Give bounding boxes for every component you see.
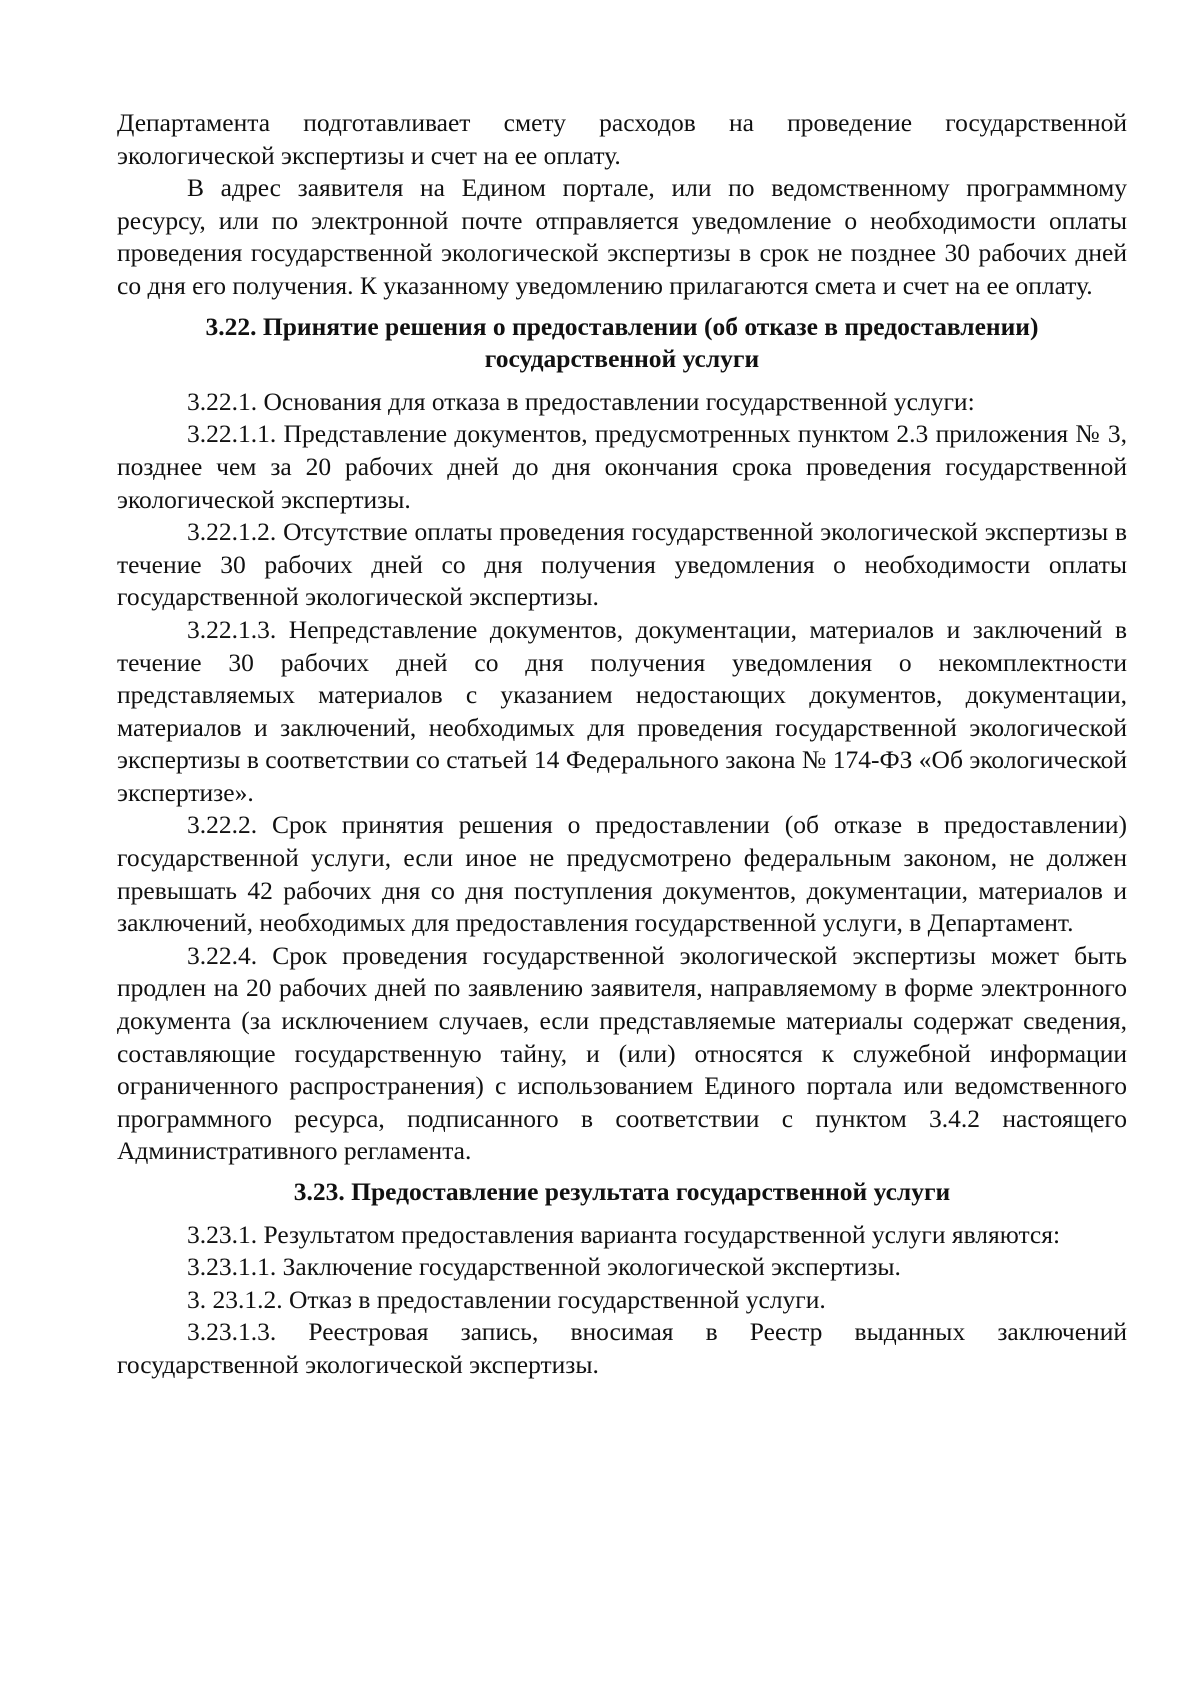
paragraph-3-22-1-3: 3.22.1.3. Непредставление документов, документации, материалов и заключений в течение 30 рабочих дней со дня получения уведомления о некомплектности представляемых материалов с указанием недостающих документов, документации, материалов и заключений, необходимых для проведения государственной экологической экспертизы в соответствии со статьей 14 Федерального закона № 174-ФЗ «Об экологической экспертизе». xyxy=(117,614,1127,807)
paragraph-3-22-1-1: 3.22.1.1. Представление документов, предусмотренных пунктом 2.3 приложения № 3, позднее чем за 20 рабочих дней до дня окончания срока проведения государственной экологической экспертизы. xyxy=(117,419,1127,514)
paragraph-3-22-2: 3.22.2. Срок принятия решения о предоставлении (об отказе в предоставлении) государственной услуги, если иное не предусмотрено федеральным законом, не должен превышать 42 рабочих дня со дня поступления документов, документации, материалов и заключений, необходимых для предоставления государственной услуги, в Департамент. xyxy=(117,810,1127,938)
paragraph-payment-notice: В адрес заявителя на Едином портале, или по ведомственному программному ресурсу, или по электронной почте отправляется уведомление о необходимости оплаты проведения государственной экологической экспертизы в срок не позднее 30 рабочих дней со дня его получения. К указанному уведомлению прилагаются смета и счет на ее оплату. xyxy=(117,173,1127,300)
paragraph-3-23-1-3: 3.23.1.3. Реестровая запись, вносимая в Реестр выданных заключений государственной экологической экспертизы. xyxy=(117,1317,1127,1379)
paragraph-3-23-1: 3.23.1. Результатом предоставления варианта государственной услуги являются: xyxy=(187,1219,1061,1249)
paragraph-3-23-1-1: 3.23.1.1. Заключение государственной экологической экспертизы. xyxy=(187,1252,901,1282)
paragraph-3-22-1: 3.22.1. Основания для отказа в предоставлении государственной услуги: xyxy=(187,386,975,416)
section-heading-3-22: 3.22. Принятие решения о предоставлении (об отказе в предоставлении) государственной услуги xyxy=(205,311,1039,374)
paragraph-3-23-1-2: 3. 23.1.2. Отказ в предоставлении государственной услуги. xyxy=(187,1284,826,1314)
paragraph-intro-continuation: Департамента подготавливает смету расходов на проведение государственной экологической экспертизы и счет на ее оплату. xyxy=(117,108,1127,170)
paragraph-3-22-4: 3.22.4. Срок проведения государственной экологической экспертизы может быть продлен на 20 рабочих дней по заявлению заявителя, направляемому в форме электронного документа (за исключением случаев, если представляемые материалы содержат сведения, составляющие государственную тайну, и (или) относятся к служебной информации ограниченного распространения) с использованием Единого портала или ведомственного программного ресурса, подписанного в соответствии с пунктом 3.4.2 настоящего Административного регламента. xyxy=(117,940,1127,1166)
paragraph-3-22-1-2: 3.22.1.2. Отсутствие оплаты проведения государственной экологической экспертизы в течение 30 рабочих дней со дня получения уведомления о необходимости оплаты государственной экологической экспертизы. xyxy=(117,517,1127,612)
section-heading-3-23: 3.23. Предоставление результата государственной услуги xyxy=(293,1177,951,1206)
document-page xyxy=(117,107,1127,1382)
